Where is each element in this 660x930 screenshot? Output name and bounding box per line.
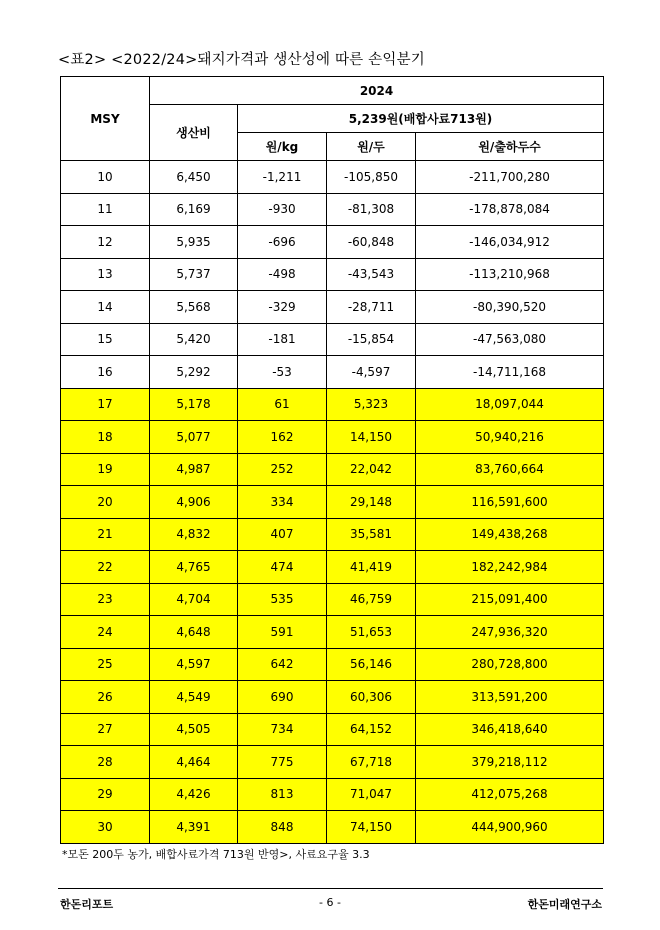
cell-head: 56,146 [327, 648, 416, 681]
cell-kg: 535 [238, 583, 327, 616]
cell-kg: -498 [238, 258, 327, 291]
table-row [61, 226, 604, 259]
cell-head: 46,759 [327, 583, 416, 616]
cell-msy: 26 [61, 681, 150, 714]
cell-kg: 162 [238, 421, 327, 454]
table-row [61, 551, 604, 584]
page-number: - 6 - [319, 896, 341, 909]
cell-msy: 11 [61, 193, 150, 226]
cell-sow: -14,711,168 [416, 356, 604, 389]
cell-head: -15,854 [327, 323, 416, 356]
cell-head: 35,581 [327, 518, 416, 551]
cell-cost: 5,077 [150, 421, 238, 454]
cell-msy: 20 [61, 486, 150, 519]
cell-msy: 18 [61, 421, 150, 454]
cell-sow: 313,591,200 [416, 681, 604, 714]
cell-kg: 61 [238, 388, 327, 421]
cell-cost: 4,987 [150, 453, 238, 486]
table-row [61, 356, 604, 389]
cell-cost: 4,765 [150, 551, 238, 584]
cell-msy: 17 [61, 388, 150, 421]
cell-sow: -80,390,520 [416, 291, 604, 324]
header-per-head: 원/두 [327, 133, 416, 161]
cell-sow: 149,438,268 [416, 518, 604, 551]
cell-msy: 10 [61, 161, 150, 194]
table-row [61, 713, 604, 746]
cell-sow: -146,034,912 [416, 226, 604, 259]
cell-msy: 21 [61, 518, 150, 551]
cell-cost: 4,597 [150, 648, 238, 681]
cell-sow: 444,900,960 [416, 811, 604, 844]
cell-msy: 24 [61, 616, 150, 649]
table-row [61, 258, 604, 291]
cell-cost: 4,391 [150, 811, 238, 844]
table-title: <표2> <2022/24>돼지가격과 생산성에 따른 손익분기 [58, 52, 426, 68]
cell-sow: 50,940,216 [416, 421, 604, 454]
cell-head: 5,323 [327, 388, 416, 421]
cell-head: -28,711 [327, 291, 416, 324]
header-year: 2024 [150, 77, 604, 105]
cell-sow: 412,075,268 [416, 778, 604, 811]
table-row [61, 388, 604, 421]
table-row [61, 421, 604, 454]
cell-sow: -211,700,280 [416, 161, 604, 194]
cell-head: -43,543 [327, 258, 416, 291]
cell-head: -81,308 [327, 193, 416, 226]
cell-msy: 30 [61, 811, 150, 844]
cell-msy: 19 [61, 453, 150, 486]
cell-cost: 4,906 [150, 486, 238, 519]
table-row [61, 486, 604, 519]
cell-kg: -930 [238, 193, 327, 226]
cell-kg: 252 [238, 453, 327, 486]
cell-msy: 15 [61, 323, 150, 356]
cell-head: 41,419 [327, 551, 416, 584]
cell-sow: 83,760,664 [416, 453, 604, 486]
cell-msy: 22 [61, 551, 150, 584]
cell-sow: 18,097,044 [416, 388, 604, 421]
cell-cost: 6,450 [150, 161, 238, 194]
table-row [61, 648, 604, 681]
cell-msy: 16 [61, 356, 150, 389]
table-row [61, 616, 604, 649]
cell-sow: 379,218,112 [416, 746, 604, 779]
cell-head: 64,152 [327, 713, 416, 746]
cell-kg: 848 [238, 811, 327, 844]
table-row [61, 583, 604, 616]
cell-cost: 5,178 [150, 388, 238, 421]
footnote: *모돈 200두 농가, 배합사료가격 713원 반영>, 사료요구율 3.3 [62, 848, 370, 861]
cell-head: 60,306 [327, 681, 416, 714]
cell-kg: 690 [238, 681, 327, 714]
cell-sow: 247,936,320 [416, 616, 604, 649]
cell-head: 22,042 [327, 453, 416, 486]
header-per-kg: 원/kg [238, 133, 327, 161]
cell-kg: 734 [238, 713, 327, 746]
cell-sow: 346,418,640 [416, 713, 604, 746]
cell-cost: 4,464 [150, 746, 238, 779]
cell-cost: 5,420 [150, 323, 238, 356]
cell-sow: 116,591,600 [416, 486, 604, 519]
table-row [61, 681, 604, 714]
cell-kg: -329 [238, 291, 327, 324]
header-per-sow: 원/출하두수 [416, 133, 604, 161]
cell-cost: 5,935 [150, 226, 238, 259]
cell-kg: 334 [238, 486, 327, 519]
footer-rule [58, 888, 603, 889]
cell-kg: -181 [238, 323, 327, 356]
table-row [61, 746, 604, 779]
cell-head: 74,150 [327, 811, 416, 844]
cell-head: -105,850 [327, 161, 416, 194]
cell-kg: 407 [238, 518, 327, 551]
cell-head: 51,653 [327, 616, 416, 649]
cell-sow: 280,728,800 [416, 648, 604, 681]
header-msy: MSY [61, 77, 150, 161]
cell-kg: 474 [238, 551, 327, 584]
cell-head: 29,148 [327, 486, 416, 519]
cell-sow: -113,210,968 [416, 258, 604, 291]
cell-msy: 28 [61, 746, 150, 779]
cell-cost: 4,648 [150, 616, 238, 649]
cell-head: -60,848 [327, 226, 416, 259]
table-row [61, 778, 604, 811]
table-row [61, 193, 604, 226]
table-row [61, 291, 604, 324]
cell-cost: 4,426 [150, 778, 238, 811]
table-row [61, 161, 604, 194]
cell-msy: 29 [61, 778, 150, 811]
cell-msy: 13 [61, 258, 150, 291]
header-cost: 생산비 [150, 105, 238, 161]
cell-sow: 182,242,984 [416, 551, 604, 584]
cell-kg: 591 [238, 616, 327, 649]
cell-cost: 5,292 [150, 356, 238, 389]
cell-cost: 4,505 [150, 713, 238, 746]
cell-cost: 4,549 [150, 681, 238, 714]
cell-sow: 215,091,400 [416, 583, 604, 616]
cell-msy: 14 [61, 291, 150, 324]
cell-cost: 6,169 [150, 193, 238, 226]
cell-cost: 4,832 [150, 518, 238, 551]
cell-msy: 27 [61, 713, 150, 746]
cell-head: 71,047 [327, 778, 416, 811]
cell-cost: 4,704 [150, 583, 238, 616]
cell-cost: 5,568 [150, 291, 238, 324]
cell-kg: 813 [238, 778, 327, 811]
table-row [61, 811, 604, 844]
cell-kg: -53 [238, 356, 327, 389]
table-row [61, 453, 604, 486]
footer-left: 한돈리포트 [60, 898, 114, 911]
cell-sow: -47,563,080 [416, 323, 604, 356]
table-row [61, 518, 604, 551]
header-price-note: 5,239원(배합사료713원) [238, 105, 604, 133]
cell-head: -4,597 [327, 356, 416, 389]
cell-kg: -696 [238, 226, 327, 259]
cell-head: 14,150 [327, 421, 416, 454]
cell-head: 67,718 [327, 746, 416, 779]
cell-msy: 12 [61, 226, 150, 259]
cell-msy: 25 [61, 648, 150, 681]
table-row [61, 323, 604, 356]
cell-kg: 775 [238, 746, 327, 779]
cell-cost: 5,737 [150, 258, 238, 291]
breakeven-table [60, 76, 604, 844]
footer-right: 한돈미래연구소 [527, 898, 602, 911]
cell-kg: 642 [238, 648, 327, 681]
cell-kg: -1,211 [238, 161, 327, 194]
cell-sow: -178,878,084 [416, 193, 604, 226]
cell-msy: 23 [61, 583, 150, 616]
